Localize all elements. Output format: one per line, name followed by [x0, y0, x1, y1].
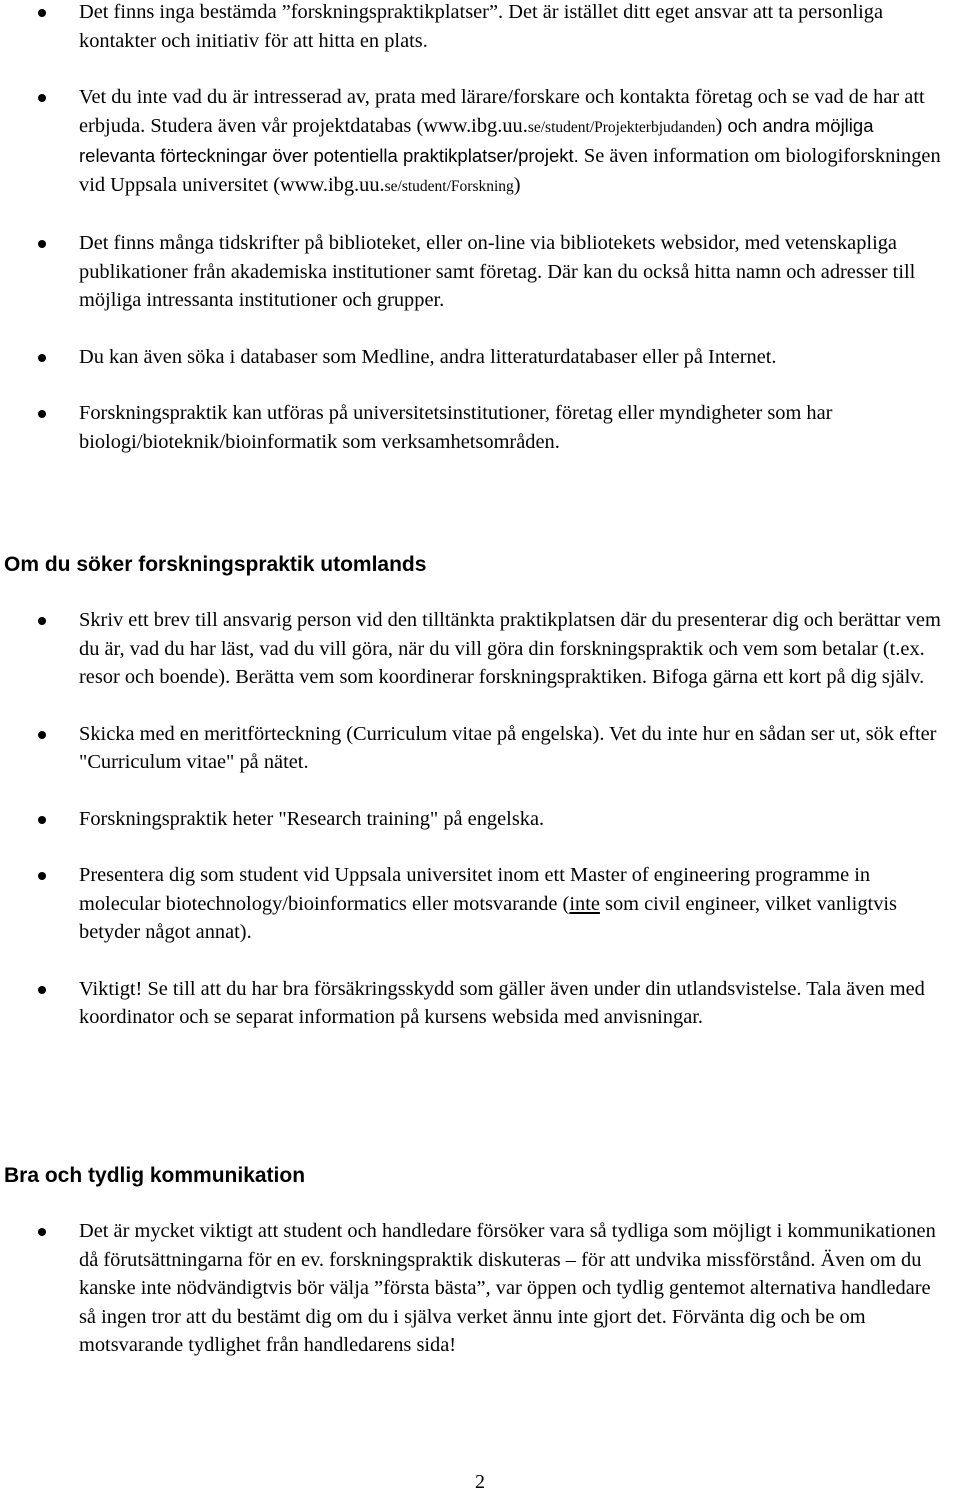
- item-text: Skriv ett brev till ansvarig person vid den tilltänkta praktikplatsen där du presenterar dig och berättar vem du är, vad du har läst, vad du vill göra, när du vill göra din forskningspraktik och vem som betalar (t.ex. resor och boende). Berätta vem som koordinerar forskningspraktiken. Bifoga gärna ett kort på dig själv.: [79, 609, 941, 688]
- bullet-list-1: [0, 0, 960, 456]
- bullet-icon: [38, 354, 46, 362]
- item-text: Forskningspraktik kan utföras på universitetsinstitutioner, företag eller myndigheter som har biologi/bioteknik/bioinformatik som verksamhetsområden.: [79, 402, 833, 453]
- item-text: Skicka med en meritförteckning (Curriculum vitae på engelska). Vet du inte hur en sådan ser ut, sök efter "Curriculum vitae" på nätet.: [79, 722, 937, 773]
- item-text-part: Se även information om biologiforskningen vid Uppsala universitet (www.ibg.uu.: [79, 145, 941, 196]
- list-item: [0, 805, 960, 834]
- item-text: Du kan även söka i databaser som Medline, andra litteraturdatabaser eller på Internet.: [79, 345, 777, 368]
- item-text-part: som civil engineer, vilket vanligtvis betyder något annat).: [79, 892, 897, 943]
- bullet-icon: [38, 986, 46, 994]
- item-text: Viktigt! Se till att du har bra försäkringsskydd som gäller även under din utlandsvistelse. Tala även med koordinator och se separat information på kursens websida med anvisningar.: [79, 977, 925, 1028]
- list-item: [0, 720, 960, 777]
- page-number: 2: [475, 1471, 485, 1493]
- list-item: [0, 861, 960, 947]
- bullet-list-3: [0, 1217, 960, 1360]
- list-item: [0, 229, 960, 315]
- section-heading-abroad: Om du söker forskningspraktik utomlands: [4, 553, 427, 576]
- list-item: [0, 975, 960, 1032]
- bullet-icon: [38, 1228, 46, 1236]
- item-text-part: ): [715, 114, 723, 137]
- url-forskning: se/student/Forskning: [384, 177, 514, 195]
- list-item: [0, 1217, 960, 1360]
- url-projekterbjudanden: se/student/Projekterbjudanden: [527, 118, 716, 136]
- item-text-part: Presentera dig som student vid Uppsala universitet inom ett Master of engineering programme in molecular biotechnology/bioinformatics eller motsvarande (: [79, 864, 871, 915]
- item-text: Det är mycket viktigt att student och handledare försöker vara så tydliga som möjligt i kommunikationen då förutsättningarna för en ev. forskningspraktik diskuteras – för att undvika missförstånd. Även om du kanske inte nödvändigtvis bör välja ”första bästa”, var öppen och tydlig gentemot alternativa handledare så ingen tror att du bestämt dig om du i själva verket ännu inte gjort det. Förvänta dig och be om motsvarande tydlighet från handledarens sida!: [79, 1220, 936, 1356]
- list-item: [0, 343, 960, 372]
- list-item: [0, 0, 960, 55]
- bullet-list-2: [0, 606, 960, 1032]
- bullet-icon: [38, 816, 46, 824]
- item-text: Det finns inga bestämda ”forskningspraktikplatser”. Det är istället ditt eget ansvar att ta personliga kontakter och initiativ för att hitta en plats.: [79, 1, 884, 52]
- item-text-part: ): [513, 173, 521, 196]
- item-text: Forskningspraktik heter "Research training" på engelska.: [79, 807, 545, 830]
- list-item: [0, 399, 960, 456]
- bullet-icon: [38, 872, 46, 880]
- bullet-icon: [38, 731, 46, 739]
- bullet-icon: [38, 240, 46, 248]
- bullet-icon: [38, 9, 46, 17]
- item-text: Det finns många tidskrifter på biblioteket, eller on-line via bibliotekets websidor, med vetenskapliga publikationer från akademiska institutioner samt företag. Där kan du också hitta namn och adresser till möjliga intressanta institutioner och grupper.: [79, 232, 916, 311]
- list-item: [0, 606, 960, 692]
- section-heading-communication: Bra och tydlig kommunikation: [4, 1164, 306, 1187]
- list-item: [0, 83, 960, 201]
- underlined-word: inte: [569, 892, 600, 915]
- item-text-part: och andra möjliga relevanta förteckningar över potentiella praktikplatser/projekt.: [79, 114, 874, 166]
- bullet-icon: [38, 617, 46, 625]
- bullet-icon: [38, 410, 46, 418]
- bullet-icon: [38, 94, 46, 102]
- item-text-part: Vet du inte vad du är intresserad av, prata med lärare/forskare och kontakta företag och se vad de har att erbjuda. Studera även vår projektdatabas (www.ibg.uu.: [79, 86, 925, 137]
